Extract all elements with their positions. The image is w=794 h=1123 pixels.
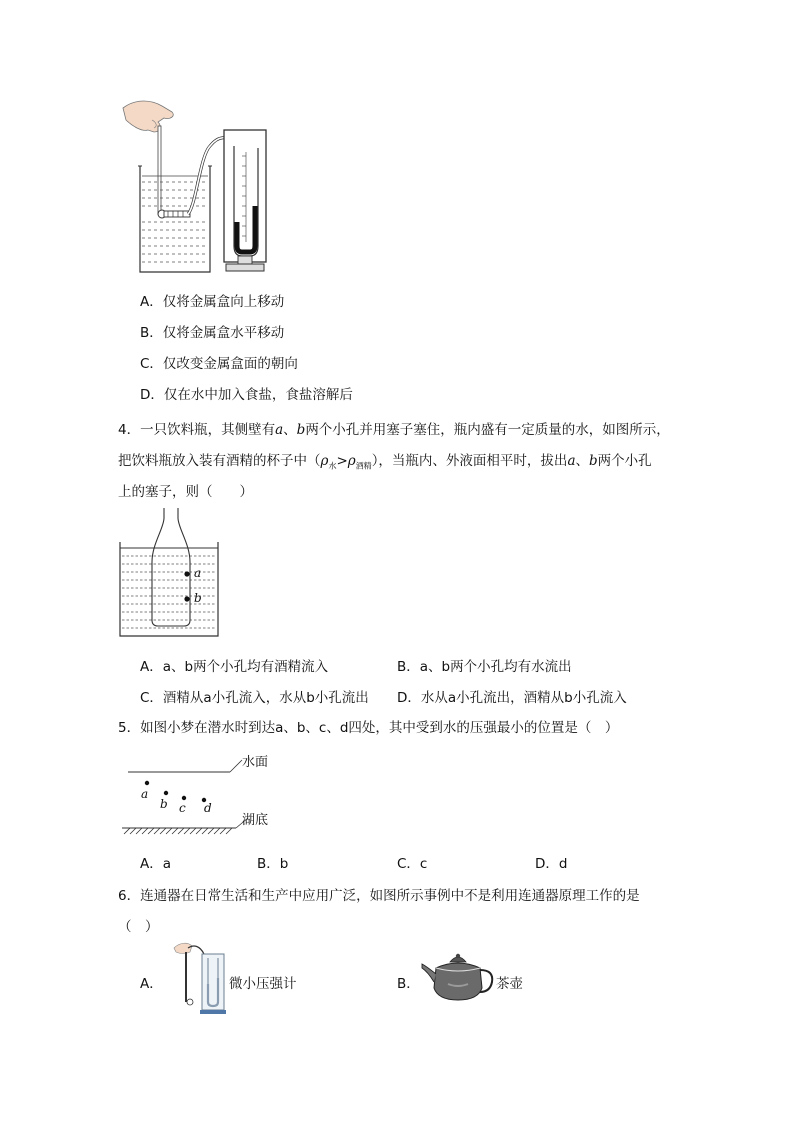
q5-option-c: C．c [397, 856, 428, 872]
q4-figure-label-b: b [194, 591, 202, 605]
q5-stem: 5．如图小梦在潜水时到达a、b、c、d四处，其中受到水的压强最小的位置是（ ） [118, 720, 619, 736]
q3-option-c: C．仅改变金属盒面的朝向 [140, 356, 298, 372]
q5-option-d: D．d [535, 856, 568, 872]
q6-option-a-label: 微小压强计 [229, 976, 297, 992]
q3-option-b: B．仅将金属盒水平移动 [140, 325, 285, 341]
micro-pressure-gauge-image [170, 940, 228, 1018]
q3-option-a: A．仅将金属盒向上移动 [140, 294, 285, 310]
q5-point-b: b [160, 797, 168, 811]
q4-stem-line-1: 4．一只饮料瓶，其侧壁有a、b两个小孔并用塞子塞住，瓶内盛有一定质量的水，如图所示， [118, 422, 670, 438]
q3-option-d: D．仅在水中加入食盐，食盐溶解后 [140, 387, 353, 403]
q6-option-b-letter: B． [397, 976, 420, 992]
q4-option-c: C．酒精从a小孔流入，水从b小孔流出 [140, 690, 369, 706]
q5-label-water-surface: 水面 [242, 755, 269, 770]
q4-option-d: D．水从a小孔流出，酒精从b小孔流入 [397, 690, 627, 706]
q5-point-d: d [204, 801, 212, 815]
q4-stem-line-3: 上的塞子，则（ ） [118, 484, 253, 500]
q6-stem-paren: （ ） [118, 919, 159, 935]
q5-point-c: c [179, 801, 186, 815]
q5-option-b: B．b [257, 856, 289, 872]
q4-option-b: B．a、b两个小孔均有水流出 [397, 659, 572, 675]
teapot-image [420, 950, 496, 1004]
q5-label-lake-bottom: 湖底 [242, 813, 269, 828]
pressure-gauge-figure [118, 96, 278, 276]
q5-option-a: A．a [140, 856, 172, 872]
q6-option-a-letter: A． [140, 976, 163, 992]
bottle-in-cup-figure [118, 508, 228, 638]
q5-point-a: a [141, 787, 149, 801]
q4-figure-label-a: a [194, 566, 202, 580]
q6-option-b-label: 茶壶 [496, 976, 523, 992]
q6-stem: 6．连通器在日常生活和生产中应用广泛，如图所示事例中不是利用连通器原理工作的是 [118, 888, 640, 904]
q4-stem-line-2: 把饮料瓶放入装有酒精的杯子中$(\rho_水>\rho_{酒精})$，当瓶内、外液面相平时，拔出a、b两个小孔 [118, 453, 652, 471]
q4-option-a: A．a、b两个小孔均有酒精流入 [140, 659, 329, 675]
